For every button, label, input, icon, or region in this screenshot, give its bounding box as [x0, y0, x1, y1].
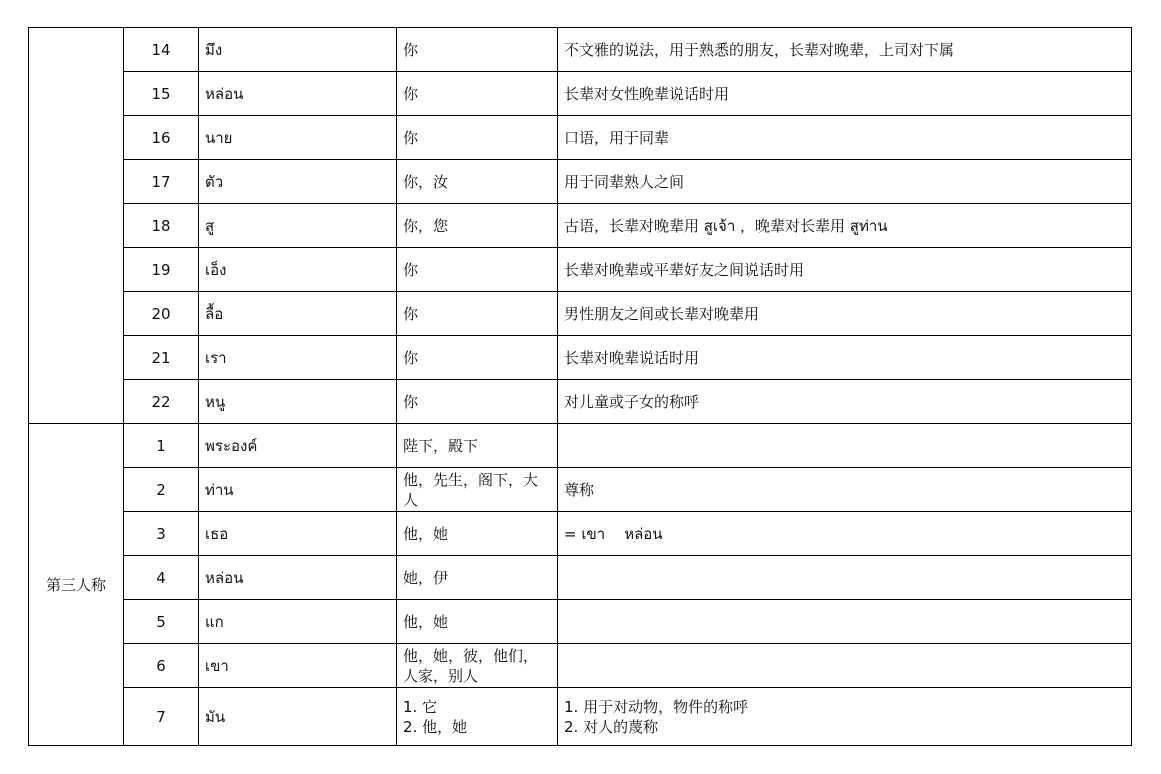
- thai-word: เขา: [199, 644, 397, 688]
- chinese-meaning: 你: [397, 28, 558, 72]
- usage-note: 古语，长辈对晚辈用 สูเจ้า ，晚辈对长辈用 สูท่าน: [558, 204, 1132, 248]
- thai-word: เรา: [199, 336, 397, 380]
- row-number: 22: [124, 380, 199, 424]
- thai-word: หล่อน: [199, 556, 397, 600]
- table-row: [29, 424, 1132, 468]
- thai-word: มัน: [199, 688, 397, 746]
- thai-word: ท่าน: [199, 468, 397, 512]
- row-number: 14: [124, 28, 199, 72]
- usage-note: [558, 600, 1132, 644]
- usage-note: 不文雅的说法，用于熟悉的朋友，长辈对晚辈，上司对下属: [558, 28, 1132, 72]
- thai-word: พระองค์: [199, 424, 397, 468]
- usage-note: 男性朋友之间或长辈对晚辈用: [558, 292, 1132, 336]
- table-row: [29, 512, 1132, 556]
- table-row: [29, 644, 1132, 688]
- chinese-meaning: [397, 688, 558, 746]
- table-row: [29, 688, 1132, 746]
- row-number: 21: [124, 336, 199, 380]
- usage-note: [558, 688, 1132, 746]
- table-row: [29, 116, 1132, 160]
- table-row: [29, 468, 1132, 512]
- note-line: 2. 对人的蔑称: [564, 717, 659, 736]
- thai-word: แก: [199, 600, 397, 644]
- row-number: 2: [124, 468, 199, 512]
- usage-note: 尊称: [558, 468, 1132, 512]
- row-number: 16: [124, 116, 199, 160]
- usage-note: 长辈对晚辈说话时用: [558, 336, 1132, 380]
- chinese-meaning: 你: [397, 292, 558, 336]
- chinese-meaning: 她，伊: [397, 556, 558, 600]
- table-row: [29, 336, 1132, 380]
- table-row: [29, 248, 1132, 292]
- row-number: 5: [124, 600, 199, 644]
- chinese-meaning: 你，汝: [397, 160, 558, 204]
- table-row: [29, 556, 1132, 600]
- row-number: 15: [124, 72, 199, 116]
- meaning-line: 2. 他，她: [403, 717, 468, 736]
- thai-word: ตัว: [199, 160, 397, 204]
- row-number: 17: [124, 160, 199, 204]
- usage-note: 对儿童或子女的称呼: [558, 380, 1132, 424]
- thai-word: หนู: [199, 380, 397, 424]
- table-row: [29, 600, 1132, 644]
- chinese-meaning: 你: [397, 380, 558, 424]
- table-row: [29, 292, 1132, 336]
- row-number: 4: [124, 556, 199, 600]
- usage-note: = เขา หล่อน: [558, 512, 1132, 556]
- row-number: 1: [124, 424, 199, 468]
- usage-note: [558, 644, 1132, 688]
- row-number: 3: [124, 512, 199, 556]
- row-number: 6: [124, 644, 199, 688]
- row-number: 19: [124, 248, 199, 292]
- chinese-meaning: 他，她，彼，他们，人家，别人: [397, 644, 558, 688]
- chinese-meaning: 陛下，殿下: [397, 424, 558, 468]
- chinese-meaning: 他，她: [397, 512, 558, 556]
- chinese-meaning: 你: [397, 116, 558, 160]
- category-cell-second-person: [29, 28, 124, 424]
- category-cell-third-person: 第三人称: [29, 424, 124, 746]
- meaning-line: 1. 它: [403, 697, 438, 716]
- chinese-meaning: 你: [397, 336, 558, 380]
- usage-note: 用于同辈熟人之间: [558, 160, 1132, 204]
- row-number: 7: [124, 688, 199, 746]
- chinese-meaning: 你: [397, 248, 558, 292]
- thai-word: มึง: [199, 28, 397, 72]
- thai-word: เอ็ง: [199, 248, 397, 292]
- thai-word: เธอ: [199, 512, 397, 556]
- thai-word: สู: [199, 204, 397, 248]
- usage-note: [558, 556, 1132, 600]
- chinese-meaning: 你，您: [397, 204, 558, 248]
- chinese-meaning: 他，先生，阁下，大人: [397, 468, 558, 512]
- thai-word: หล่อน: [199, 72, 397, 116]
- table-row: [29, 380, 1132, 424]
- table-row: [29, 28, 1132, 72]
- usage-note: 长辈对女性晚辈说话时用: [558, 72, 1132, 116]
- row-number: 18: [124, 204, 199, 248]
- chinese-meaning: 他，她: [397, 600, 558, 644]
- chinese-meaning: 你: [397, 72, 558, 116]
- table-row: [29, 204, 1132, 248]
- note-line: 1. 用于对动物，物件的称呼: [564, 697, 749, 716]
- thai-word: นาย: [199, 116, 397, 160]
- usage-note: [558, 424, 1132, 468]
- usage-note: 口语，用于同辈: [558, 116, 1132, 160]
- pronoun-table: [28, 27, 1132, 746]
- thai-word: ลื้อ: [199, 292, 397, 336]
- row-number: 20: [124, 292, 199, 336]
- table-row: [29, 72, 1132, 116]
- table-row: [29, 160, 1132, 204]
- usage-note: 长辈对晚辈或平辈好友之间说话时用: [558, 248, 1132, 292]
